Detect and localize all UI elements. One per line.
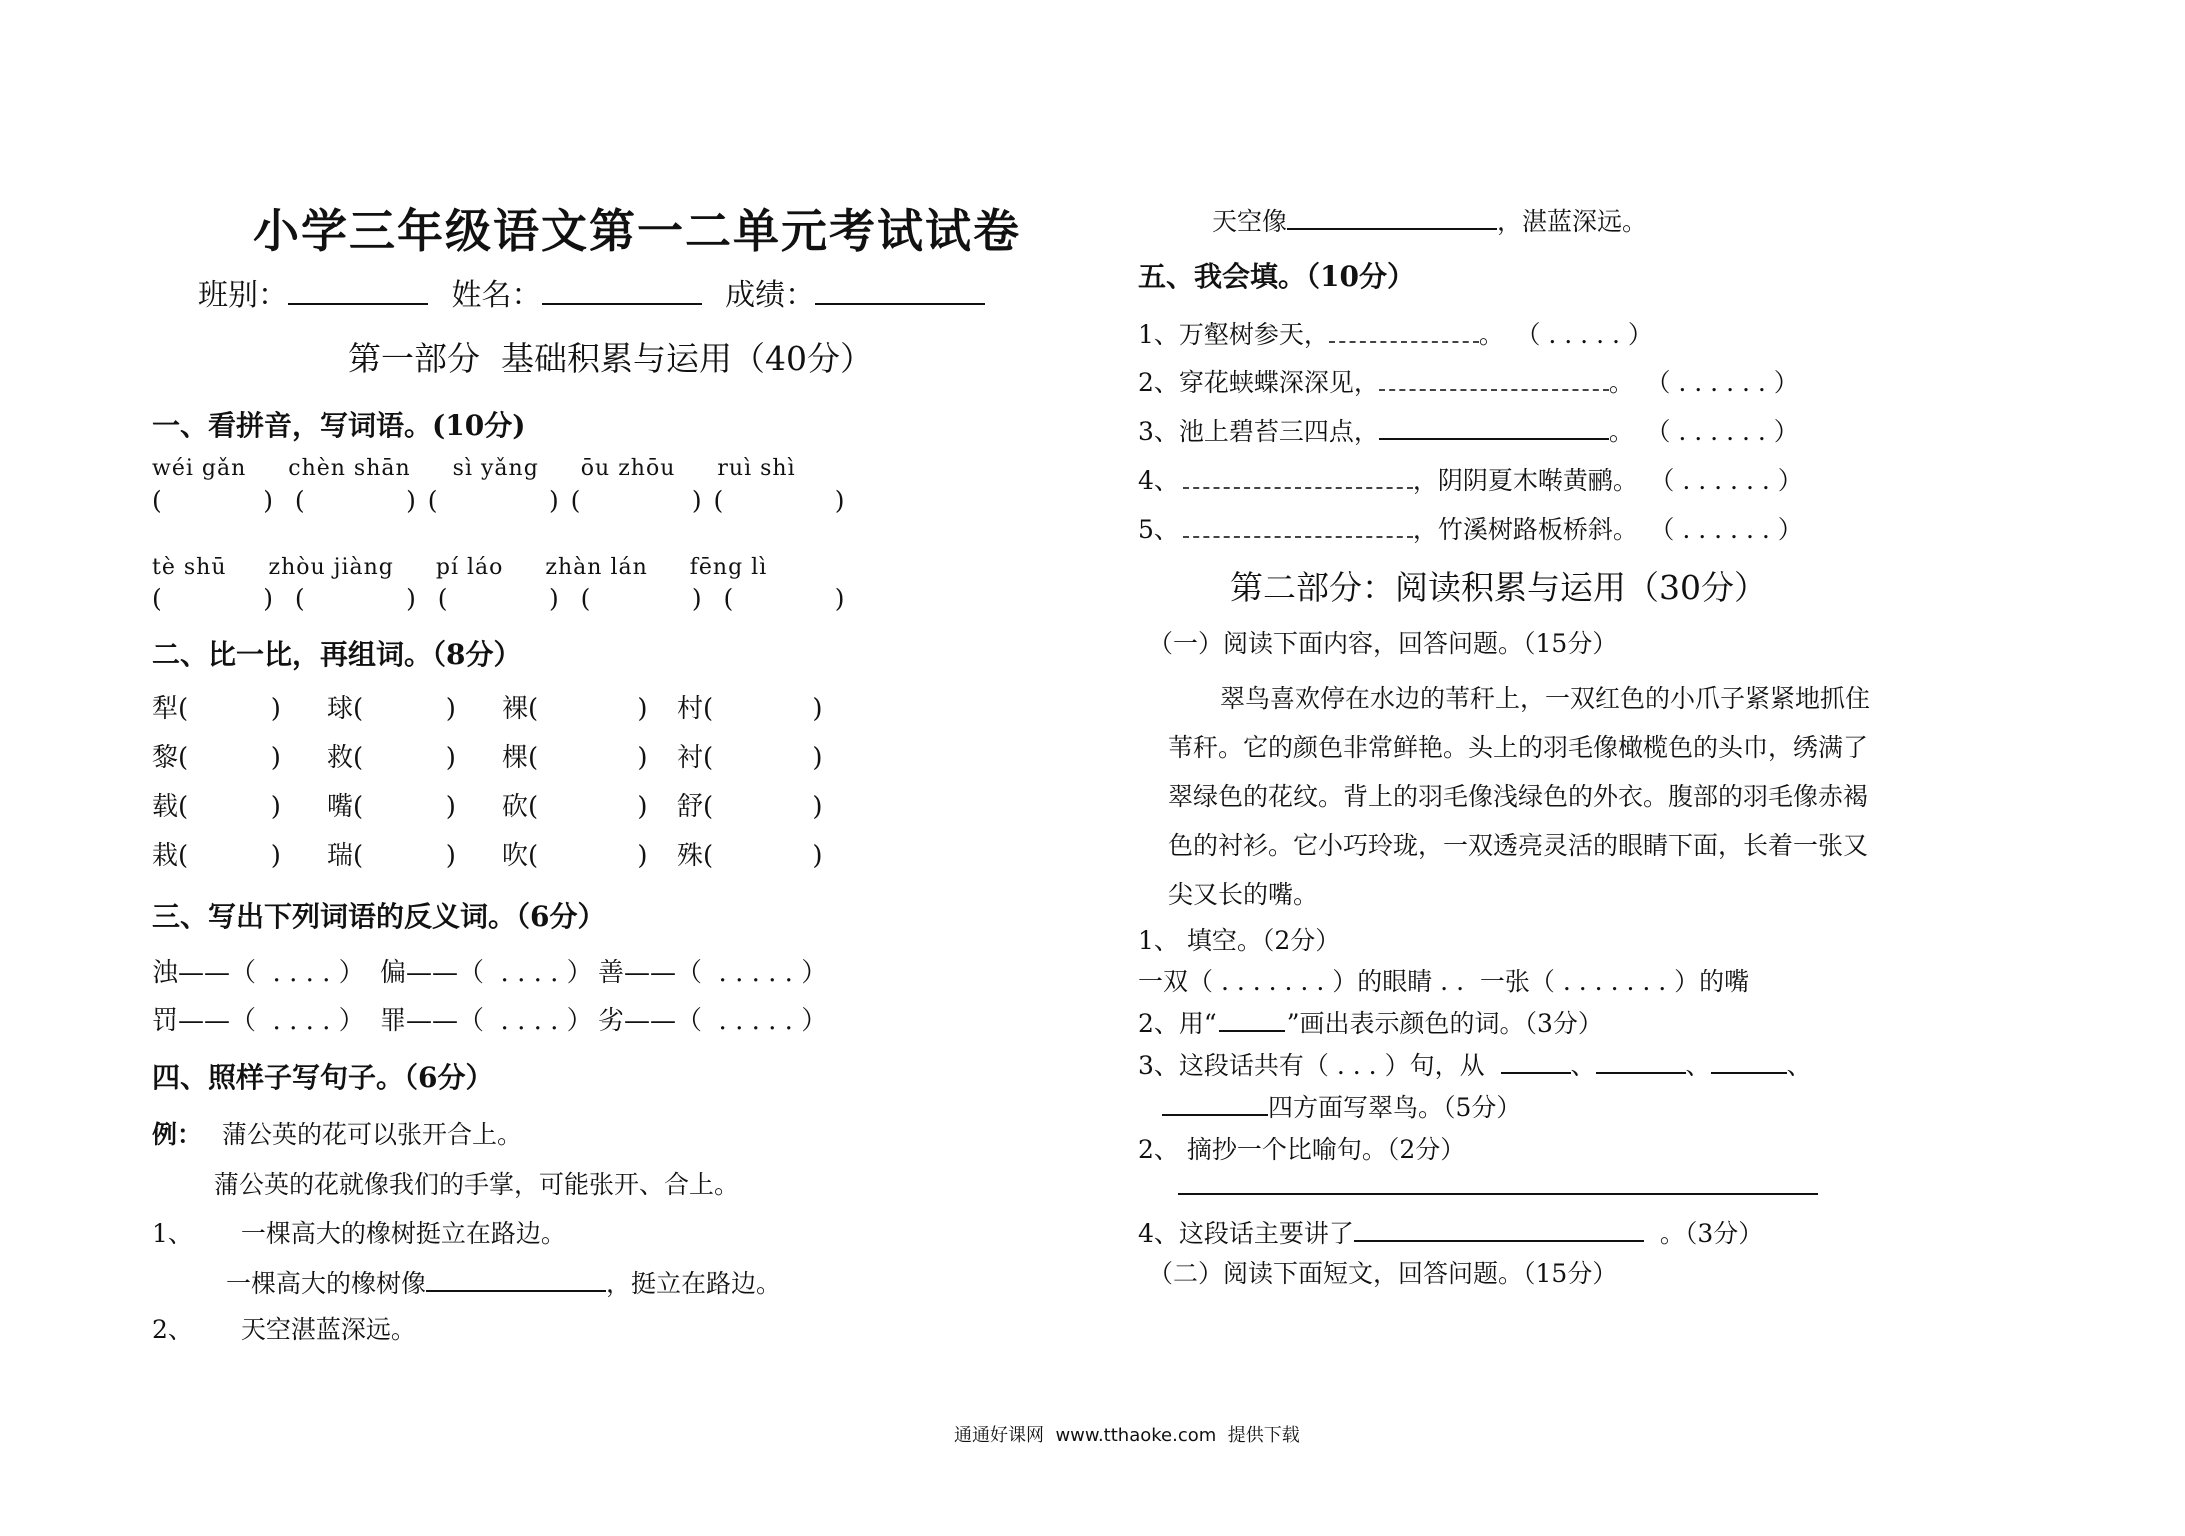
simile-answer-line[interactable] <box>1178 1193 1818 1195</box>
q2-answer-suffix: ，湛蓝深远。 <box>1497 207 1648 236</box>
part2-heading: 第二部分：阅读积累与运用（30分） <box>1230 568 1767 607</box>
pinyin: tè shū <box>152 555 227 580</box>
antonym-row <box>152 952 828 1000</box>
reading1-q3: 3、这段话共有（ . . . ）句，从 、 、 、 <box>1138 1051 1812 1080</box>
pinyin: sì yǎng <box>452 456 539 481</box>
pinyin: zhòu jiàng <box>268 555 394 580</box>
pinyin: fēng lì <box>689 555 768 580</box>
summary-blank[interactable] <box>1354 1218 1644 1242</box>
compare-char[interactable]: 衬( ) <box>677 743 823 773</box>
pinyin: wéi gǎn <box>152 456 247 481</box>
section1-heading: 一、看拼音，写词语。(10分) <box>152 409 526 442</box>
compare-char[interactable]: 黎( ) <box>152 743 281 773</box>
passage-line: 色的衬衫。它小巧玲珑，一双透亮灵活的眼睛下面，长着一张又 <box>1168 831 1869 860</box>
antonym-item[interactable]: 善——（ . . . . . ） <box>598 958 828 988</box>
poem-blank[interactable] <box>1183 514 1413 538</box>
pinyin: ruì shì <box>717 456 796 481</box>
q1-answer-prefix: 一棵高大的橡树像 <box>226 1269 427 1298</box>
compare-char[interactable]: 救( ) <box>327 743 456 773</box>
reading1-passage <box>1168 674 1870 919</box>
class-field[interactable] <box>288 281 428 305</box>
antonym-item[interactable]: 劣——（ . . . . . ） <box>598 1006 828 1036</box>
part1-heading: 第一部分 基础积累与运用（40分） <box>348 339 873 378</box>
pinyin: pí láo <box>435 555 504 580</box>
answer-brackets-row-2[interactable]: ( ) ( ) ( ) ( ) ( ) <box>152 584 847 613</box>
section3-heading: 三、写出下列词语的反义词。（6分） <box>152 900 606 933</box>
reading1-q4: 2、 摘抄一个比喻句。（2分） <box>1138 1135 1466 1164</box>
q2-sentence: 天空湛蓝深远。 <box>240 1315 416 1344</box>
reading1-q3-cont: 四方面写翠鸟。（5分） <box>1162 1088 1521 1124</box>
reading1-q2: 2、用“ ”画出表示颜色的词。（3分） <box>1138 1009 1603 1038</box>
aspect-blank[interactable] <box>1162 1092 1268 1116</box>
q1-answer-blank[interactable] <box>426 1268 606 1292</box>
q1-line <box>152 1214 566 1250</box>
compare-row <box>152 786 852 835</box>
compare-char[interactable]: 村( ) <box>677 694 823 724</box>
poem-item: 2、穿花蛱蝶深深见， 。 （ . . . . . . ） <box>1138 368 1799 397</box>
passage-line: 苇秆。它的颜色非常鲜艳。头上的羽毛像橄榄色的头巾，绣满了 <box>1168 733 1869 762</box>
compare-row <box>152 835 852 884</box>
compare-char[interactable]: 砍( ) <box>502 792 648 822</box>
q2-line <box>152 1310 416 1346</box>
compare-char[interactable]: 栽( ) <box>152 841 281 871</box>
compare-char[interactable]: 嘴( ) <box>327 792 456 822</box>
footer: 通通好课网 www.tthaoke.com 提供下载 <box>954 1425 1300 1446</box>
example-label: 例： <box>152 1120 203 1149</box>
q1-sentence: 一棵高大的橡树挺立在路边。 <box>240 1219 566 1248</box>
antonym-item[interactable]: 浊——（ . . . . ） <box>152 958 365 988</box>
reading1-q5: 4、这段话主要讲了 。（3分） <box>1138 1219 1764 1248</box>
compare-grid <box>152 688 852 884</box>
compare-char[interactable]: 棵( ) <box>502 743 648 773</box>
aspect-blank[interactable] <box>1501 1050 1571 1074</box>
q2-answer-line <box>1212 202 1647 238</box>
compare-char[interactable]: 球( ) <box>327 694 456 724</box>
pinyin-row-2 <box>152 555 767 580</box>
aspect-blank[interactable] <box>1711 1050 1787 1074</box>
name-label: 姓名： <box>451 278 542 313</box>
reading1-heading: （一）阅读下面内容，回答问题。（15分） <box>1148 629 1618 658</box>
poem-item: 5、 ，竹溪树路板桥斜。 （ . . . . . . ） <box>1138 515 1803 544</box>
underline-sample <box>1219 1008 1285 1032</box>
poem-blank[interactable] <box>1329 319 1479 343</box>
reading2-heading: （二）阅读下面短文，回答问题。（15分） <box>1148 1259 1618 1288</box>
antonym-grid <box>152 952 828 1048</box>
reading1-q1: 1、 填空。（2分） <box>1138 926 1341 955</box>
section4-heading: 四、照样子写句子。（6分） <box>152 1061 494 1094</box>
example-sentence: 蒲公英的花可以张开合上。 <box>222 1120 523 1149</box>
passage-line: 翠鸟喜欢停在水边的苇秆上，一双红色的小爪子紧紧地抓住 <box>1220 684 1871 713</box>
compare-char[interactable]: 殊( ) <box>677 841 823 871</box>
q-number: 2、 <box>152 1315 193 1344</box>
compare-char[interactable]: 裸( ) <box>502 694 648 724</box>
example-line-2: 蒲公英的花就像我们的手掌，可能张开、合上。 <box>214 1170 740 1199</box>
pinyin: chèn shān <box>288 456 411 481</box>
passage-line: 尖又长的嘴。 <box>1168 880 1319 909</box>
antonym-item[interactable]: 罪——（ . . . . ） <box>380 1006 593 1036</box>
poem-item: 3、池上碧苔三四点， 。 （ . . . . . . ） <box>1138 417 1799 446</box>
pinyin: ōu zhōu <box>580 456 676 481</box>
q-number: 1、 <box>152 1219 193 1248</box>
compare-char[interactable]: 犁( ) <box>152 694 281 724</box>
section2-heading: 二、比一比，再组词。（8分） <box>152 638 522 671</box>
antonym-row <box>152 1000 828 1048</box>
q2-answer-blank[interactable] <box>1287 206 1497 230</box>
score-field[interactable] <box>815 281 985 305</box>
compare-row <box>152 737 852 786</box>
poem-blank[interactable] <box>1183 465 1413 489</box>
passage-line: 翠绿色的花纹。背上的羽毛像浅绿色的外衣。腹部的羽毛像赤褐 <box>1168 782 1869 811</box>
q1-answer-suffix: ，挺立在路边。 <box>606 1269 782 1298</box>
class-label: 班别： <box>198 278 288 313</box>
antonym-item[interactable]: 罚——（ . . . . ） <box>152 1006 365 1036</box>
compare-char[interactable]: 瑞( ) <box>327 841 456 871</box>
poem-item: 4、 ，阴阴夏木啭黄鹂。 （ . . . . . . ） <box>1138 466 1803 495</box>
pinyin: zhàn lán <box>545 555 648 580</box>
poem-item: 1、万壑树参天， 。 （ . . . . . ） <box>1138 320 1653 349</box>
q2-answer-prefix: 天空像 <box>1212 207 1288 236</box>
score-label: 成绩： <box>725 278 816 313</box>
antonym-item[interactable]: 偏——（ . . . . ） <box>380 958 593 988</box>
aspect-blank[interactable] <box>1596 1050 1686 1074</box>
compare-char[interactable]: 舒( ) <box>677 792 823 822</box>
section5-heading: 五、我会填。（10分） <box>1138 260 1415 293</box>
compare-char[interactable]: 吹( ) <box>502 841 648 871</box>
compare-row <box>152 688 852 737</box>
poem-blank[interactable] <box>1379 367 1609 391</box>
page-title: 小学三年级语文第一二单元考试试卷 <box>253 204 1021 258</box>
q1-answer-line <box>226 1264 781 1300</box>
student-info <box>198 270 985 314</box>
example-line-1 <box>152 1115 522 1151</box>
pinyin-row-1 <box>152 456 796 481</box>
answer-brackets-row-1[interactable]: ( ) ( ) ( ) ( ) ( ) <box>152 486 847 515</box>
reading1-q1-answer[interactable]: 一双（ . . . . . . . ）的眼睛 . . 一张（ . . . . . . . ）的嘴 <box>1138 967 1750 996</box>
poem-blank[interactable] <box>1379 416 1609 440</box>
name-field[interactable] <box>542 281 702 305</box>
compare-char[interactable]: 载( ) <box>152 792 281 822</box>
